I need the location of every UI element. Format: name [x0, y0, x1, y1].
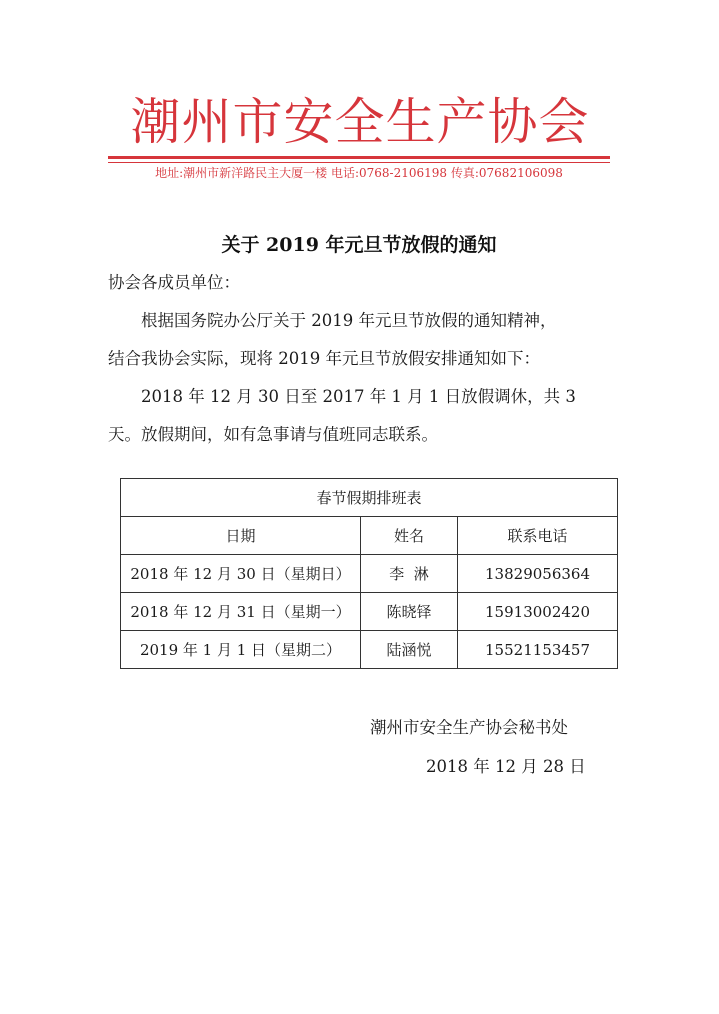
letterhead-address: 地址:潮州市新洋路民主大厦一楼 电话:0768-2106198 传真:07682106098	[155, 166, 563, 180]
letterhead-title: 潮州市安全生产协会	[130, 93, 590, 151]
row-name: 陆涵悦	[361, 631, 458, 669]
row-name: 李 淋	[361, 555, 458, 593]
schedule-header-row	[121, 517, 618, 555]
row-date: 2019 年 1 月 1 日（星期二）	[121, 631, 361, 669]
signature-organization: 潮州市安全生产协会秘书处	[370, 718, 568, 737]
notice-title: 关于 2019 年元旦节放假的通知	[221, 234, 497, 256]
row-name: 陈晓铎	[361, 593, 458, 631]
header-phone: 联系电话	[458, 517, 618, 555]
letterhead-rule-thick	[108, 156, 610, 159]
row-phone: 13829056364	[458, 555, 618, 593]
schedule-table	[120, 478, 618, 669]
notice-paragraph-1-line-2: 结合我协会实际，现将 2019 年元旦节放假安排通知如下：	[108, 349, 540, 368]
table-row	[121, 631, 618, 669]
row-phone: 15913002420	[458, 593, 618, 631]
row-phone: 15521153457	[458, 631, 618, 669]
header-date: 日期	[121, 517, 361, 555]
table-row	[121, 593, 618, 631]
header-name: 姓名	[361, 517, 458, 555]
notice-salutation: 协会各成员单位：	[108, 273, 240, 292]
table-row	[121, 555, 618, 593]
notice-paragraph-2-line-2: 天。放假期间，如有急事请与值班同志联系。	[108, 425, 438, 444]
letterhead-rule-thin	[108, 162, 610, 163]
row-date: 2018 年 12 月 31 日（星期一）	[121, 593, 361, 631]
signature-date: 2018 年 12 月 28 日	[426, 757, 586, 776]
notice-paragraph-1-line-1: 根据国务院办公厅关于 2019 年元旦节放假的通知精神，	[141, 311, 557, 330]
notice-paragraph-2-line-1: 2018 年 12 月 30 日至 2017 年 1 月 1 日放假调休，共 3	[141, 387, 576, 406]
schedule-caption-row	[121, 479, 618, 517]
schedule-caption: 春节假期排班表	[121, 479, 618, 517]
row-date: 2018 年 12 月 30 日（星期日）	[121, 555, 361, 593]
